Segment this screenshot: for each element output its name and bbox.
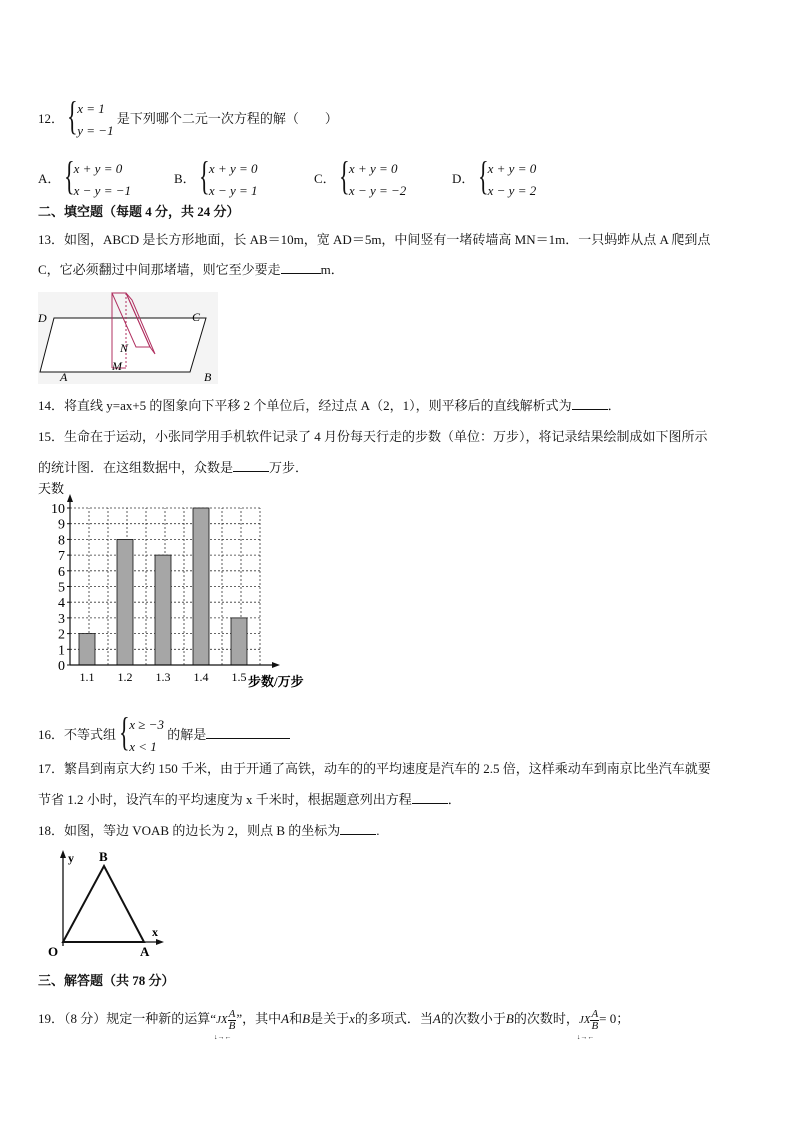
step-count-bar-chart	[30, 478, 320, 694]
label-b: B	[99, 849, 108, 864]
question-13-line-1: 13．如图，ABCD 是长方形地面，长 AB＝10m，宽 AD＝5m，中间竖有一堵砖墙高 MN＝1m．一只蚂蚱从点 A 爬到点	[38, 232, 711, 247]
y-tick-label: 10	[51, 502, 65, 517]
y-tick-label: 2	[58, 627, 65, 643]
x-axis-arrow-icon	[156, 939, 164, 945]
question-15-line-2: 的统计图．在这组数据中，众数是 万步．	[38, 460, 309, 475]
y-tick-label: 4	[58, 596, 65, 612]
label-b: B	[204, 370, 212, 384]
option-c: C． { x + y = 0 x − y = −2	[314, 153, 407, 198]
question-number: 12．	[38, 110, 65, 126]
x-tick-label: 1.4	[193, 670, 209, 684]
y-tick-label: 8	[58, 533, 65, 549]
y-tick-label: 0	[58, 659, 65, 674]
chart-axes	[67, 494, 280, 668]
bar	[117, 539, 133, 665]
question-stem: 是下列哪个二元一次方程的解（ ）	[116, 110, 338, 126]
label-n: N	[120, 341, 129, 355]
label-d: D	[38, 311, 47, 325]
x-tick-label: 1.2	[117, 670, 133, 684]
equation-system: { x = 1 y = −1	[67, 93, 114, 138]
answer-blank	[340, 821, 376, 835]
parallelogram-wall-figure	[38, 292, 218, 384]
option-d: D． { x + y = 0 x − y = 2	[452, 153, 537, 198]
question-16: 16．不等式组 { x ≥ −3 x < 1 的解是	[38, 714, 290, 758]
bar	[231, 618, 247, 665]
y-tick-label: 6	[58, 564, 65, 580]
y-tick-label: 1	[58, 643, 65, 659]
label-a: A	[140, 944, 150, 959]
x-tick-label: 1.5	[231, 670, 247, 684]
answer-blank	[281, 260, 321, 274]
answer-blank	[233, 458, 269, 472]
label-o: O	[48, 944, 59, 959]
question-15-line-1: 15．生命在于运动，小张同学用手机软件记录了 4 月份每天行走的步数（单位：万步），将记录结果绘制成如下图所示	[38, 429, 708, 444]
section-heading-fill-in: 二、填空题（每题 4 分，共 24 分）	[38, 204, 240, 219]
label-a: A	[60, 370, 68, 384]
x-tick-label: 1.3	[155, 670, 171, 684]
section-heading-solutions: 三、解答题（共 78 分）	[38, 973, 175, 988]
label-c: C	[192, 310, 201, 324]
y-tick-labels	[51, 502, 65, 674]
question-19: 19．（8 分）规定一种新的运算“JX ↓→← $\frac{A}{B}$ ”，其中A和B是关于x的多项式．当A的次数小于B的次数时，JX ↓→← $\frac{A}{B}$ = 0；	[38, 1007, 630, 1041]
y-tick-label: 3	[58, 611, 65, 627]
y-axis-label: 天数	[38, 481, 65, 496]
question-14: 14．将直线 y=ax+5 的图象向下平移 2 个单位后，经过点 A（2，1），则平移后的直线解析式为 ．	[38, 398, 621, 413]
bar	[155, 555, 171, 665]
label-m: M	[112, 359, 122, 373]
answer-blank	[206, 725, 290, 739]
x-axis-arrow-icon	[272, 662, 280, 668]
question-18: 18．如图，等边 VOAB 的边长为 2，则点 B 的坐标为 .	[38, 823, 380, 838]
y-tick-label: 9	[58, 517, 65, 533]
x-tick-label: 1.1	[79, 670, 95, 684]
label-x: x	[152, 925, 158, 939]
bar	[193, 508, 209, 665]
question-12	[38, 93, 338, 142]
triangle-oab	[63, 866, 144, 942]
x-axis-label: 步数/万步	[248, 674, 304, 689]
y-axis-arrow-icon	[67, 494, 73, 502]
answer-blank	[412, 790, 448, 804]
question-17-line-1: 17．繁昌到南京大约 150 千米，由于开通了高铁，动车的的平均速度是汽车的 2.5 倍，这样乘动车到南京比坐汽车就要	[38, 761, 711, 776]
inequality-system: { x ≥ −3 x < 1	[119, 709, 164, 754]
y-tick-label: 5	[58, 580, 65, 596]
question-17-line-2: 节省 1.2 小时，设汽车的平均速度为 x 千米时，根据题意列出方程 ．	[38, 792, 461, 807]
option-b: B． { x + y = 0 x − y = 1	[174, 153, 258, 198]
label-y: y	[68, 851, 74, 865]
y-tick-label: 7	[58, 549, 65, 565]
fraction-a-over-b: $\frac{A}{B}$	[228, 1007, 236, 1032]
y-axis-arrow-icon	[60, 850, 66, 858]
bar	[79, 634, 95, 665]
custom-operator: JX ↓→←	[214, 1014, 232, 1041]
x-tick-labels	[80, 670, 247, 684]
option-a: A． { x + y = 0 x − y = −1	[38, 153, 131, 198]
question-13-line-2: C，它必须翻过中间那堵墙，则它至少要走 m．	[38, 262, 344, 277]
answer-blank	[572, 396, 608, 410]
triangle-coordinate-figure	[44, 846, 174, 962]
